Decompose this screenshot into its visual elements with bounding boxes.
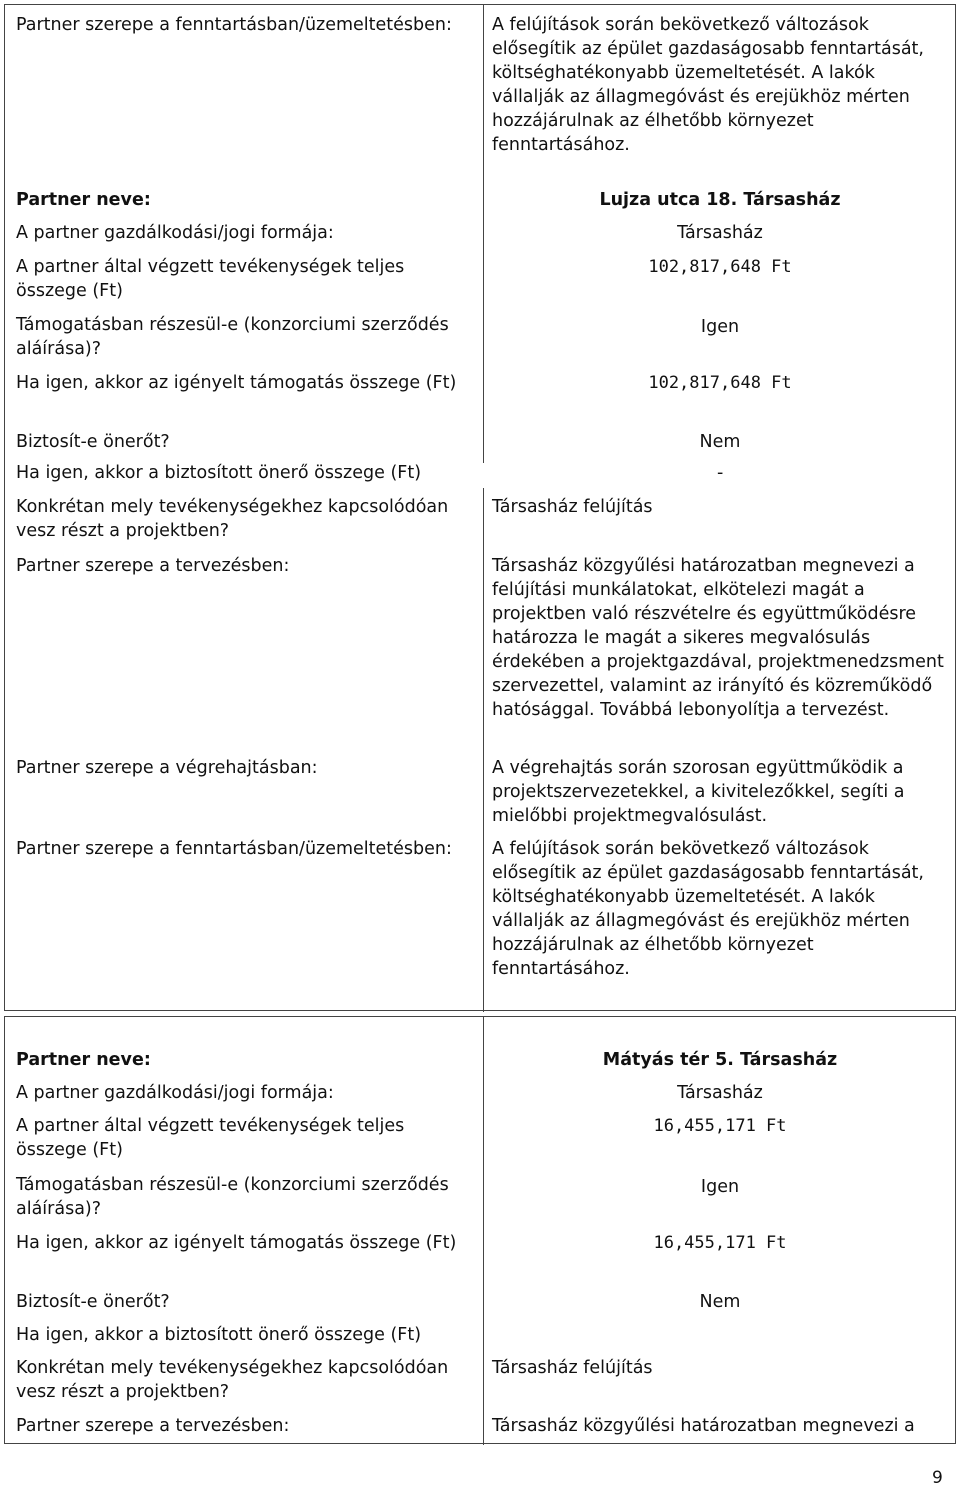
label-planning: Partner szerepe a tervezésben: [16, 1416, 290, 1436]
label-activities-total: A partner által végzett tevékenységek teljes összege (Ft) [16, 257, 405, 301]
value-maintenance: A felújítások során bekövetkező változások elősegítik az épület gazdaságosabb fenntartását, költséghatékonyabb üzemeltetését. A lakók vállalják az állagmegóvást és erejükhöz mérten hozzájárulnak az élhetőbb környezet fenntartásához. [492, 839, 924, 979]
label-activities-total: A partner által végzett tevékenységek teljes összege (Ft) [16, 1116, 405, 1160]
partner-table-1 [4, 4, 956, 1011]
value-partner-name: Lujza utca 18. Társasház [599, 190, 841, 210]
label-activities: Konkrétan mely tevékenységekhez kapcsolódóan vesz részt a projektben? [16, 1358, 449, 1402]
label-supported: Támogatásban részesül-e (konzorciumi szerződés aláírása)? [16, 315, 449, 359]
value-own-contribution-amount: - [717, 463, 724, 483]
value-partner-name: Mátyás tér 5. Társasház [602, 1050, 838, 1070]
label-own-contribution-amount: Ha igen, akkor a biztosított önerő összege (Ft) [16, 463, 422, 483]
value-activities: Társasház felújítás [492, 1358, 653, 1378]
value-supported: Igen [700, 1177, 740, 1197]
value-planning: Társasház közgyűlési határozatban megnevezi a [492, 1416, 915, 1436]
value-activities-total: 16,455,171 Ft [653, 1116, 787, 1136]
partner-table-2 [4, 1016, 956, 1444]
value-maintenance-prev: A felújítások során bekövetkező változások elősegítik az épület gazdaságosabb fenntartását, költséghatékonyabb üzemeltetését. A lakók vállalják az állagmegóvást és erejükhöz mérten hozzájárulnak az élhetőbb környezet fenntartásához. [492, 15, 924, 155]
label-requested-support: Ha igen, akkor az igényelt támogatás összege (Ft) [16, 1233, 457, 1253]
value-activities: Társasház felújítás [492, 497, 653, 517]
label-legal-form: A partner gazdálkodási/jogi formája: [16, 223, 334, 243]
value-requested-support: 102,817,648 Ft [648, 373, 792, 393]
value-legal-form: Társasház [677, 223, 763, 243]
value-supported: Igen [700, 317, 740, 337]
label-execution: Partner szerepe a végrehajtásban: [16, 758, 318, 778]
label-planning: Partner szerepe a tervezésben: [16, 556, 290, 576]
label-own-contribution: Biztosít-e önerőt? [16, 432, 170, 452]
label-maintenance-prev: Partner szerepe a fenntartásban/üzemeltetésben: [16, 15, 452, 35]
label-partner-name: Partner neve: [16, 190, 151, 210]
value-planning: Társasház közgyűlési határozatban megnevezi a felújítási munkálatokat, elkötelezi magát a projektben való részvételre és együttműködésre határozza le magát a sikeres megvalósulás érdekében a projektgazdával, projektmenedzsment szervezettel, valamint az irányító és közreműködő hatósággal. Továbbá lebonyolítja a tervezést. [492, 556, 944, 720]
label-activities: Konkrétan mely tevékenységekhez kapcsolódóan vesz részt a projektben? [16, 497, 449, 541]
label-supported: Támogatásban részesül-e (konzorciumi szerződés aláírása)? [16, 1175, 449, 1219]
page-number: 9 [932, 1468, 943, 1488]
label-own-contribution-amount: Ha igen, akkor a biztosított önerő összege (Ft) [16, 1325, 422, 1345]
label-partner-name: Partner neve: [16, 1050, 151, 1070]
value-requested-support: 16,455,171 Ft [653, 1233, 787, 1253]
label-maintenance: Partner szerepe a fenntartásban/üzemeltetésben: [16, 839, 452, 859]
value-own-contribution: Nem [699, 1292, 741, 1312]
value-own-contribution: Nem [699, 432, 741, 452]
value-activities-total: 102,817,648 Ft [648, 257, 792, 277]
label-legal-form: A partner gazdálkodási/jogi formája: [16, 1083, 334, 1103]
value-execution: A végrehajtás során szorosan együttműködik a projektszervezetekkel, a kivitelezőkkel, segíti a mielőbbi projektmegvalósulást. [492, 758, 905, 826]
value-legal-form: Társasház [677, 1083, 763, 1103]
label-own-contribution: Biztosít-e önerőt? [16, 1292, 170, 1312]
label-requested-support: Ha igen, akkor az igényelt támogatás összege (Ft) [16, 373, 457, 393]
column-divider [483, 488, 484, 1012]
